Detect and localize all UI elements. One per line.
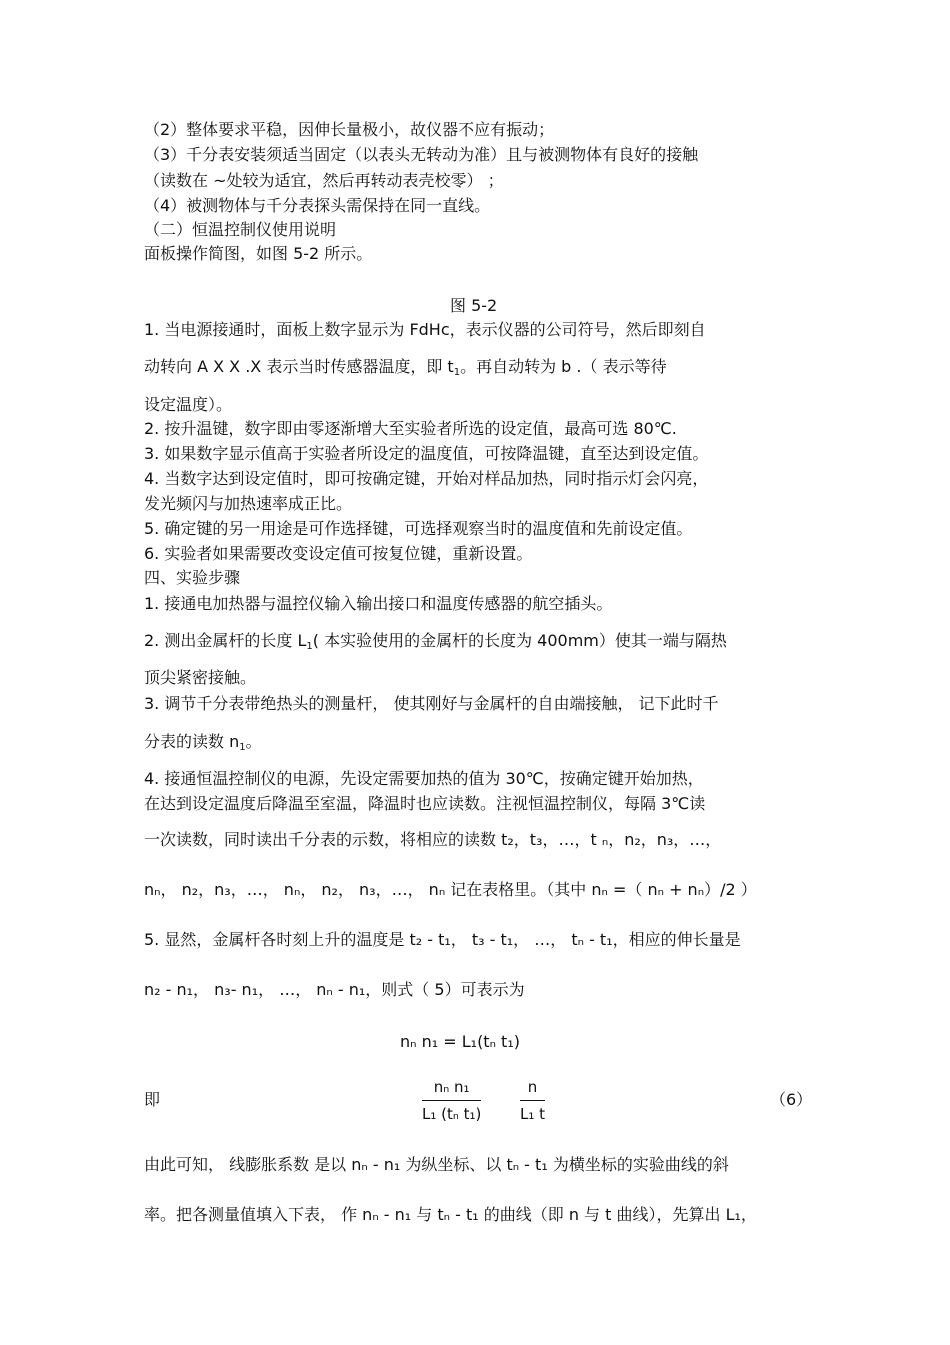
fraction-numerator: nₙ n₁ (422, 1078, 481, 1101)
text-line: 由此可知， 线膨胀系数 是以 nₙ - n₁ 为纵坐标、以 tₙ - t₁ 为横坐标的实验曲线的斜 (144, 1155, 729, 1174)
fraction (422, 1078, 481, 1123)
text-line: 4. 接通恒温控制仪的电源，先设定需要加热的值为 30℃，按确定键开始加热， (144, 769, 704, 788)
text-line: （读数在 ~处较为适宜，然后再转动表壳校零） ； (144, 171, 504, 190)
text-line: 5. 显然，金属杆各时刻上升的温度是 t₂ - t₁， t₃ - t₁， …， tₙ - t₁，相应的伸长量是 (144, 930, 741, 949)
fraction-numerator: n (520, 1078, 545, 1101)
text-line: 5. 确定键的另一用途是可作选择键，可选择观察当时的温度值和先前设定值。 (144, 519, 693, 538)
equation: nₙ n₁ = L₁(tₙ t₁) (400, 1032, 520, 1051)
text-line: （4）被测物体与千分表探头需保持在同一直线。 (144, 196, 491, 215)
text-line: 1. 接通电加热器与温控仪输入输出接口和温度传感器的航空插头。 (144, 594, 613, 613)
text-line: 2. 按升温键，数字即由零逐渐增大至实验者所选的设定值，最高可选 80℃. (144, 419, 677, 438)
text-line: 3. 如果数字显示值高于实验者所设定的温度值，可按降温键，直至达到设定值。 (144, 444, 709, 463)
text-line: 面板操作简图，如图 5-2 所示。 (144, 244, 373, 263)
figure-caption: 图 5-2 (450, 296, 498, 315)
section-heading: （二）恒温控制仪使用说明 (144, 220, 337, 239)
fraction (520, 1078, 545, 1123)
equation-number: （6） (770, 1090, 813, 1109)
text-line: 在达到设定温度后降温至室温，降温时也应读数。注视恒温控制仪，每隔 3℃读 (144, 794, 706, 813)
text-line: 即 (144, 1090, 161, 1109)
text-line: nₙ， n₂，n₃，…， nₙ， n₂， n₃，…， nₙ 记在表格里。（其中 nₙ =（ nₙ + nₙ）/2 ） (144, 880, 757, 899)
text-line: 2. 测出金属杆的长度 $L_1$( 本实验使用的金属杆的长度为 400mm）使其一端与隔热 (144, 631, 727, 652)
text-line: 3. 调节千分表带绝热头的测量杆， 使其刚好与金属杆的自由端接触， 记下此时千 (144, 694, 719, 713)
text-line: （3）千分表安装须适当固定（以表头无转动为准）且与被测物体有良好的接触 (144, 145, 699, 164)
text-line: 顶尖紧密接触。 (144, 668, 257, 687)
text-line: 一次读数，同时读出千分表的示数，将相应的读数 t₂，t₃，…，t ₙ，n₂，n₃，…， (144, 830, 722, 849)
text-line: 4. 当数字达到设定值时，即可按确定键，开始对样品加热，同时指示灯会闪亮， (144, 469, 709, 488)
fraction-denominator: L₁ (tₙ t₁) (422, 1105, 482, 1123)
text-line: 动转向 A X X .X 表示当时传感器温度，即 $t_1$。再自动转为 b .（ 表示等待 (144, 357, 667, 378)
text-line: 发光频闪与加热速率成正比。 (144, 494, 353, 513)
text-line: 1. 当电源接通时，面板上数字显示为 FdHc，表示仪器的公司符号，然后即刻自 (144, 320, 706, 339)
text-line: n₂ - n₁， n₃- n₁， …， nₙ - n₁，则式（ 5）可表示为 (144, 980, 525, 999)
section-heading: 四、实验步骤 (144, 568, 241, 587)
text-line: 分表的读数 $n_1$。 (144, 732, 262, 753)
text-line: 设定温度）。 (144, 395, 233, 414)
fraction-denominator: L₁ t (520, 1105, 546, 1123)
text-line: 6. 实验者如果需要改变设定值可按复位键，重新设置。 (144, 544, 533, 563)
text-line: 率。把各测量值填入下表， 作 nₙ - n₁ 与 tₙ - t₁ 的曲线（即 n 与 t 曲线），先算出 L₁， (144, 1205, 757, 1224)
text-line: （2）整体要求平稳，因伸长量极小，故仪器不应有振动； (144, 120, 555, 139)
